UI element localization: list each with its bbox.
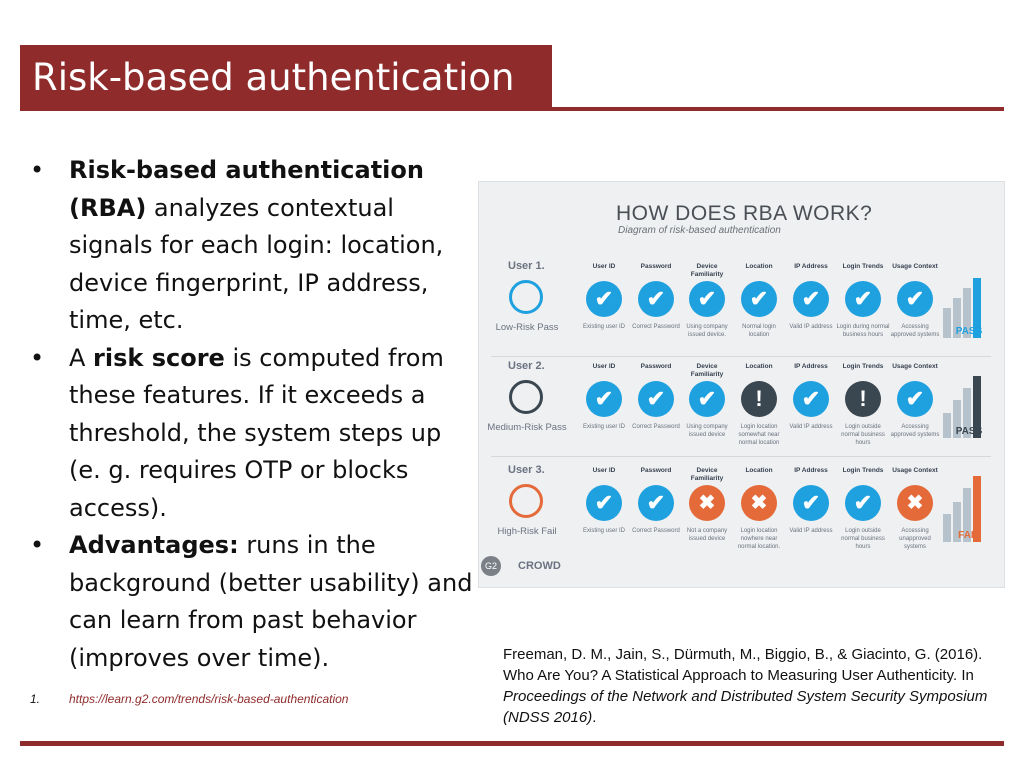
user-risk-label: Medium-Risk Pass [487,422,567,433]
user-icon [509,280,543,314]
footnote-link[interactable]: https://learn.g2.com/trends/risk-based-authentication [69,692,349,706]
bullet-dot: • [30,343,45,372]
check-icon: ✔ [638,381,674,417]
user-icon [509,484,543,518]
check-icon: ✔ [845,281,881,317]
citation-end: . [592,709,597,726]
infographic-subtitle: Diagram of risk-based authentication [618,225,781,236]
column-header: IP Address [794,263,828,270]
column-header: IP Address [794,363,828,370]
check-icon: ✔ [793,281,829,317]
bullet-dot: • [30,531,45,559]
column-header: Password [640,263,672,270]
rba-infographic [478,181,1005,588]
risk-verdict: PASS [955,426,983,437]
bullet-item [30,340,475,528]
check-description: Login outside normal business hours [841,424,885,446]
exclamation-icon: ! [845,381,881,417]
check-icon: ✔ [638,281,674,317]
check-description: Using company issued device [686,424,728,438]
check-icon: ✔ [897,281,933,317]
column-header: Login Trends [842,263,884,270]
g2-crowd-logo: CROWD [518,560,561,572]
column-header: Device Familiarity [690,263,724,278]
check-description: Accessing approved systems [890,424,940,438]
bullet-item [30,152,475,340]
check-description: Login during normal business hours [836,324,890,338]
user-risk-label: Low-Risk Pass [495,322,559,333]
column-header: Usage Context [892,363,938,370]
column-header: Usage Context [892,263,938,270]
check-description: Using company issued device. [686,324,728,338]
column-header: IP Address [794,467,828,474]
bullet-list [30,152,475,677]
column-header: Device Familiarity [690,467,724,482]
user-name: User 2. [508,360,545,372]
x-icon: ✖ [741,485,777,521]
check-description: Login location nowhere near normal location. [737,528,781,550]
column-header: User ID [592,467,616,474]
check-description: Valid IP address [789,424,833,430]
check-description: Login location somewhat near normal location [738,424,780,446]
check-description: Valid IP address [789,324,833,330]
bullet-text: runs in the background (better usability) and can learn from past behavior (improves over time). [69,531,473,672]
check-description: Correct Password [632,324,680,330]
check-description: Login outside normal business hours [841,528,885,550]
citation [503,644,1003,728]
column-header: Location [745,263,773,270]
citation-text: Freeman, D. M., Jain, S., Dürmuth, M., Biggio, B., & Giacinto, G. (2016). Who Are You? A Statistical Approach to Measuring User Authenticity. In [503,646,983,684]
check-icon: ✔ [793,381,829,417]
user-name: User 3. [508,464,545,476]
column-header: User ID [592,263,616,270]
user-icon [509,380,543,414]
footer-divider [20,741,1004,746]
x-icon: ✖ [689,485,725,521]
column-header: Location [745,363,773,370]
bullet-dot: • [30,156,45,184]
check-icon: ✔ [689,381,725,417]
column-header: Login Trends [842,363,884,370]
infographic-title: HOW DOES RBA WORK? [616,202,873,225]
check-icon: ✔ [741,281,777,317]
check-icon: ✔ [689,281,725,317]
check-description: Valid IP address [789,528,833,534]
check-description: Not a company issued device [686,528,728,542]
check-icon: ✔ [586,485,622,521]
column-header: Password [640,467,672,474]
x-icon: ✖ [897,485,933,521]
bullet-bold: Risk-based authentication (RBA) [69,156,424,222]
slide-title: Risk-based authentication [20,45,552,110]
g2-logo-icon: G2 [481,556,501,576]
column-header: Device Familiarity [690,363,724,378]
footnote-number: 1. [30,692,41,706]
risk-verdict: PASS [955,326,983,337]
check-icon: ✔ [845,485,881,521]
check-icon: ✔ [793,485,829,521]
title-divider [20,107,1004,111]
bullet-text: is computed from these features. If it exceeds a threshold, the system steps up (e. g. requires OTP or blocks access). [69,343,444,522]
check-description: Correct Password [632,528,680,534]
bullet-bold: risk score [93,343,225,372]
citation-venue: Proceedings of the Network and Distributed System Security Symposium (NDSS 2016) [503,688,988,726]
footnote [30,692,348,706]
column-header: Usage Context [892,467,938,474]
row-divider [491,456,991,457]
check-description: Normal login location [742,324,776,338]
check-icon: ✔ [586,381,622,417]
column-header: Location [745,467,773,474]
column-header: Login Trends [842,467,884,474]
check-description: Existing user ID [582,528,625,534]
risk-verdict: FAIL [958,530,980,541]
check-description: Correct Password [632,424,680,430]
check-icon: ✔ [586,281,622,317]
check-description: Accessing unapproved systems [899,528,931,550]
check-icon: ✔ [897,381,933,417]
check-icon: ✔ [638,485,674,521]
check-description: Accessing approved systems [890,324,940,338]
bullet-bold: Advantages: [69,531,239,559]
column-header: User ID [592,363,616,370]
exclamation-icon: ! [741,381,777,417]
bullet-item [30,527,475,677]
check-description: Existing user ID [582,424,625,430]
user-risk-label: High-Risk Fail [497,526,557,537]
bullet-text: analyzes contextual signals for each login: location, device fingerprint, IP address, time, etc. [69,193,444,334]
bullet-prefix: A [69,343,94,372]
column-header: Password [640,363,672,370]
check-description: Existing user ID [582,324,625,330]
row-divider [491,356,991,357]
user-name: User 1. [508,260,545,272]
